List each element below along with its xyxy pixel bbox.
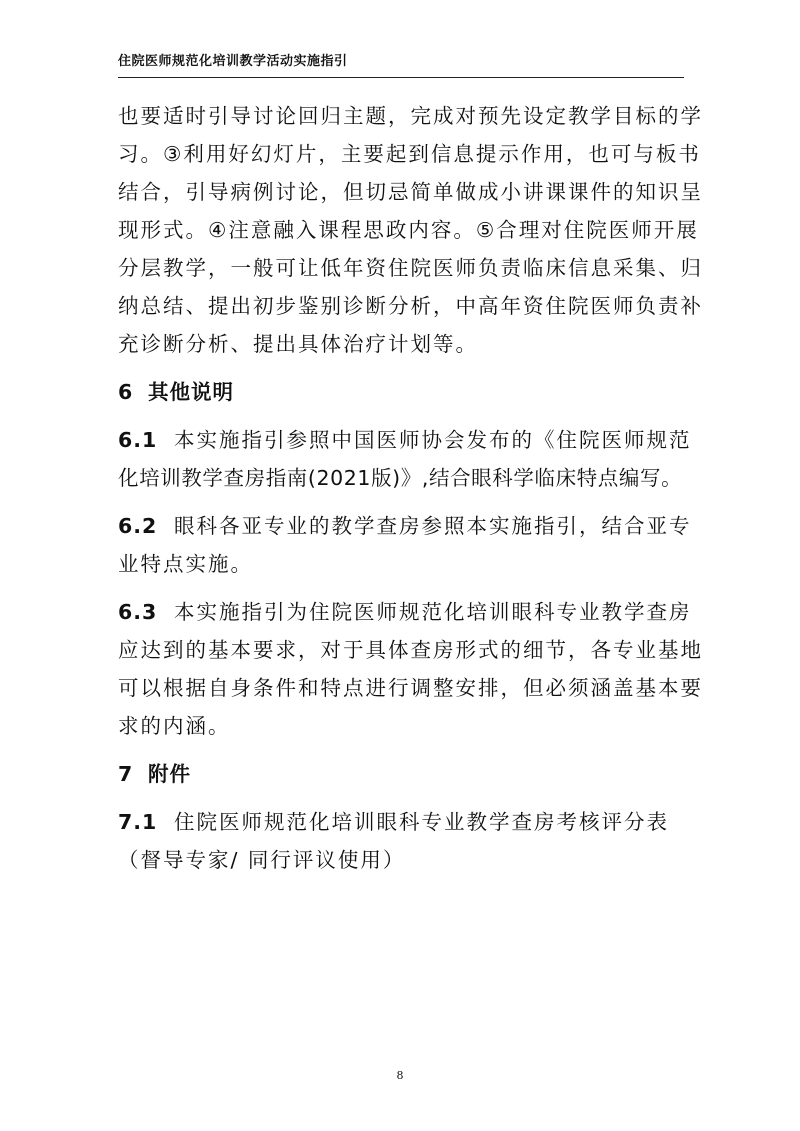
item-text: 应达到的基本要求，对于具体查房形式的细节，各专业基地: [118, 638, 703, 662]
paragraph-line: 习。③利用好幻灯片，主要起到信息提示作用，也可与板书: [118, 142, 701, 166]
item-number: 6.2: [118, 514, 158, 538]
section-title: 附件: [148, 762, 191, 786]
item-text: 可以根据自身条件和特点进行调整安排，但必须涵盖基本要: [118, 676, 703, 700]
section-title: 其他说明: [148, 380, 234, 404]
item-6-2: [118, 507, 693, 583]
item-6-1: [118, 421, 693, 497]
paragraph-line: 也要适时引导讨论回归主题，完成对预先设定教学目标的学: [118, 104, 703, 128]
section-7-heading: [118, 755, 693, 793]
paragraph-line: 纳总结、提出初步鉴别诊断分析，中高年资住院医师负责补: [118, 294, 703, 318]
item-number: 7.1: [118, 810, 158, 834]
paragraph-line: 充诊断分析、提出具体治疗计划等。: [118, 332, 478, 356]
paragraph-line: 现形式。④注意融入课程思政内容。⑤合理对住院医师开展: [118, 218, 699, 242]
item-text: 求的内涵。: [118, 714, 231, 738]
item-text: 眼科各亚专业的教学查房参照本实施指引，结合亚专: [174, 514, 692, 538]
document-body: [118, 97, 703, 879]
section-6-heading: [118, 373, 693, 411]
item-text: 业特点实施。: [118, 552, 253, 576]
paragraph-line: 分层教学，一般可让低年资住院医师负责临床信息采集、归: [118, 256, 703, 280]
item-text: 本实施指引为住院医师规范化培训眼科专业教学查房: [174, 600, 692, 624]
paragraph-line: 结合，引导病例讨论，但切忌简单做成小讲课课件的知识呈: [118, 180, 703, 204]
continuation-paragraph: [118, 97, 703, 363]
header-divider: [118, 77, 684, 78]
section-number: 7: [118, 762, 134, 786]
item-6-3: [118, 593, 703, 745]
item-number: 6.3: [118, 600, 158, 624]
item-number: 6.1: [118, 428, 158, 452]
item-text: 住院医师规范化培训眼科专业教学查房考核评分表: [174, 810, 669, 834]
running-header: 住院医师规范化培训教学活动实施指引: [118, 54, 348, 69]
item-7-1: [118, 803, 693, 879]
page-number: 8: [396, 1069, 404, 1082]
section-number: 6: [118, 380, 134, 404]
item-text: （督导专家/ 同行评议使用）: [118, 848, 406, 872]
item-text: 本实施指引参照中国医师协会发布的《住院医师规范: [174, 428, 692, 452]
item-text: 化培训教学查房指南(2021版)》,结合眼科学临床特点编写。: [118, 466, 683, 490]
